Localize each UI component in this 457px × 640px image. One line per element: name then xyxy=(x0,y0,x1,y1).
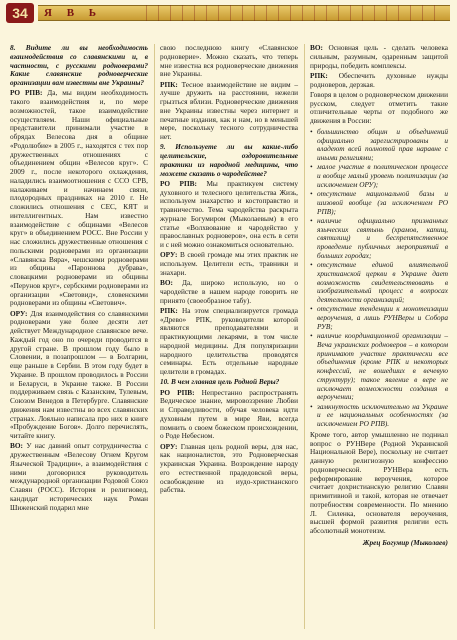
article-column-1 xyxy=(10,44,148,514)
list-item: • малое участие в политическом процессе и вообще малый уровень политизации (за исключением ОРУ); xyxy=(310,163,448,189)
answer-text: Мы практикуем систему духовного и телесного целительства Жизь, используем знахарство и костоправство и травничество. Тема чародейства раскрыта журнале Богумиром (Мыколаевым) в его статье «Волхвование и чародейство у православных родноверов», она есть в сети и с ней можно ознакомиться основательно. xyxy=(160,178,298,249)
respondent-label: РПК: xyxy=(160,305,178,315)
respondent-label: ВО: xyxy=(310,43,323,52)
answer-text: Для взаимодействия со славянскими родноверами уже более десяти лет действует Международное славянское вече. Каждый год оно по очереди проводится в другой стране. В прошлом году было в Словении, в позапрошлом — в Болгарии, еще раньше в Сербии. В этом году будет в Украине. В прошлом проводилось в России и Беларуси, в Украине также. В России поддерживаем связь с Казанским, Тулевым, Союзом Венедов в Петербурге. Славянские движения нам известны во всех славянских странах. Лояльно написала про них в книге «Пробуждение Богов». Долго перечислять, читайте книгу. xyxy=(10,308,148,440)
column-divider xyxy=(154,44,155,629)
respondent-label: РПК: xyxy=(310,70,328,80)
header-ornament xyxy=(140,5,440,21)
respondent-label: РО РПВ: xyxy=(160,387,195,397)
journal-title: Я В Ь xyxy=(44,7,103,19)
respondent-label: ВО: xyxy=(160,278,173,287)
answer-text: Да, мы видим необходимость такого взаимодействия и, по мере возможностей, такое взаимодействие осуществляем. Наши официальные представители принимали участие в обрядах Велесова дня в общине «Родолюбие» в 2005 г., находятся с тех пор дружественных отношениях с объединением общин «Велесов круг». С 2009 г., после некоторого охлаждения, наладились взаимоотношения с ССО СРВ, налаживаем и начинаем связи, плодородных праздниках на 2010 г. Не сложились отношения с СЕС, КЯТ и интеллигентных. Нам известно взаимодействие с общинами «Велесов круг» в объединением РОСС. Вне России у нас сложились дружественные отношения с польскими родноверами из организации «Славянска Вяра», чешскими родноверами из общины «Пароннова дубрава», словацкими родноверами из общины «Перунов круг», сербскими родноверами из организации «Световид», словенскими родноверами из общины «Светович». xyxy=(10,88,148,308)
respondent-label: ОРУ: xyxy=(160,250,178,260)
answer-text: Тесное взаимодействие не видим – лучше дружить на расстоянии, нежели грызться вблизи. Родноверческие движения вне Украины известны через интернет и печатные издания, как и нам, но в меньшей мере, поскольку тесного сотрудничества нет. xyxy=(160,79,298,141)
answer-text: Обеспечить духовные нужды родноверов, дерзкая. xyxy=(310,70,448,89)
respondent-label: ОРУ: xyxy=(160,441,178,451)
list-item: • наличие официально признанных языческих святынь (храмов, капищ, святилищ) и беспрепятственное проведение публичных мероприятий в больших городах; xyxy=(310,217,448,261)
page-header xyxy=(0,0,457,26)
article-column-2 xyxy=(160,44,298,497)
column-divider xyxy=(304,44,305,629)
answer-paragraph xyxy=(310,44,448,70)
question-heading: 9. Используете ли вы какие-либо целительские, оздоровительные практики из народной медицины, что можете сказать о чародействе? xyxy=(160,142,298,178)
answer-paragraph xyxy=(160,180,298,250)
answer-text: Да, широко использую, но о чародействе в нашем народе говорить не принято (своеобразное табу). xyxy=(160,278,298,305)
answer-paragraph xyxy=(10,310,148,441)
list-item: • большинство общин и объединений официально зарегистрированы и владеют всей полнотой прав наравне с иными религиями; xyxy=(310,128,448,163)
answer-text: В своей громаде мы этих практик не используем. Целители есть, травники и знахари. xyxy=(160,250,298,277)
answer-text: Непрестанно распространять Ведическое знание, мировоззрение Любви и Справедливости, обучая человека идти духовным путем в мире Яви, всегда помнить о своем божеском происхождении, о Роде Небесном. xyxy=(160,387,298,441)
answer-paragraph xyxy=(160,443,298,496)
body-paragraph: Кроме того, автор умышленно не подниал вопрос о РУНВере (Родной Украинской Национальной Вере), поскольку не считает данную религиозную конфессию родноверческой. РУНВера есть реформирование вероучения, которое считает дохристианскую религию Славян примитивной и такой, которая не отвечает потребностям современности. По мнению Л. Силенка, основателя вероучения, высшей формой развития религии есть абсолютный монотеизм. xyxy=(310,429,448,535)
answer-paragraph xyxy=(160,307,298,377)
answer-paragraph xyxy=(160,81,298,142)
answer-paragraph xyxy=(10,89,148,308)
answer-paragraph xyxy=(160,279,298,305)
page-number: 34 xyxy=(6,3,34,23)
answer-text: Основная цель - сделать человека сильным, разумным, одаренным защитой природы, победить комплексы. xyxy=(310,43,448,70)
list-item: • отсутствие тенденции к монотеизации вероучения, а лишь РУНВеры и Собора РУВ; xyxy=(310,305,448,331)
article-column-3 xyxy=(310,44,448,549)
list-item: • отсутствие единой влиятельной христианской церкви в Украине дает возможность свидетельствовать в изобразительный процесс в вопросах деятельности организаций; xyxy=(310,261,448,305)
list-item: • отсутствие национальной базы и шизовой вообще (за исключением РО РПВ); xyxy=(310,190,448,216)
respondent-label: РО РПВ: xyxy=(10,88,43,98)
answer-paragraph xyxy=(160,251,298,277)
answer-text: Главная цель родной веры, для нас, как националистов, это Родноверческая украинская Украина. Возрождение народу его естественной прадедовской веры, освобождение из иудо-христианского рабства. xyxy=(160,441,298,495)
body-paragraph: Говоря в целом о родноверческом движении русском, следует отметить такие отличительные черты от подобного же движения в России: xyxy=(310,89,448,125)
answer-paragraph xyxy=(10,442,148,512)
features-list xyxy=(310,128,448,429)
body-paragraph: свою последнюю книгу «Славянское родноверие». Можно сказать, что теперь мне известна вся родноверческие движения вне Украины. xyxy=(160,43,298,79)
author-signature: Жрец Богумир (Мыколаев) xyxy=(362,537,448,547)
answer-paragraph xyxy=(160,389,298,442)
respondent-label: ВО: xyxy=(10,441,23,451)
list-item: • замкнутость исключительно на Украине и ее национальных особенностях (за исключением РО РПВ). xyxy=(310,403,448,429)
answer-text: У нас давний опыт сотрудничества с дружественным «Велесову Огнем Кругом Языческой Традиции», а взаимодействия с ними договорился руководитель международной организации Родовой Союз Славян (РОСС). История и религиовед, кандидат исторических наук Роман Шиженский подарил мне xyxy=(10,441,148,512)
respondent-label: ОРУ: xyxy=(10,308,28,318)
respondent-label: РО РПВ: xyxy=(160,178,197,188)
question-heading: 8. Видите ли вы необходимость взаимодействия со славянскими и, в частности, с русскими родноверами? Какие славянские родноверческие организации вам известны вне Украины? xyxy=(10,43,148,87)
answer-paragraph xyxy=(310,72,448,90)
question-heading: 10. В чем главная цель Родной Веры? xyxy=(160,377,280,387)
list-item: • наличие координационной организации – Веча украинских родноверов – в котором принимают участие практически все объединения (кроме РПК и некоторых конфессий, не вошедших в вечевую структуру); такое явление в вере не исключает возможности создания в вероучении; xyxy=(310,332,448,402)
respondent-label: РПК: xyxy=(160,79,178,89)
answer-text: На этом специализируется громада «Древо» РПК, руководители которой являются преподавателями и практикующими лекарями, в том числе народной медицины. Для популяризации народного целительства проводятся семинары. Есть отдельные народные целители в громадах. xyxy=(160,305,298,376)
